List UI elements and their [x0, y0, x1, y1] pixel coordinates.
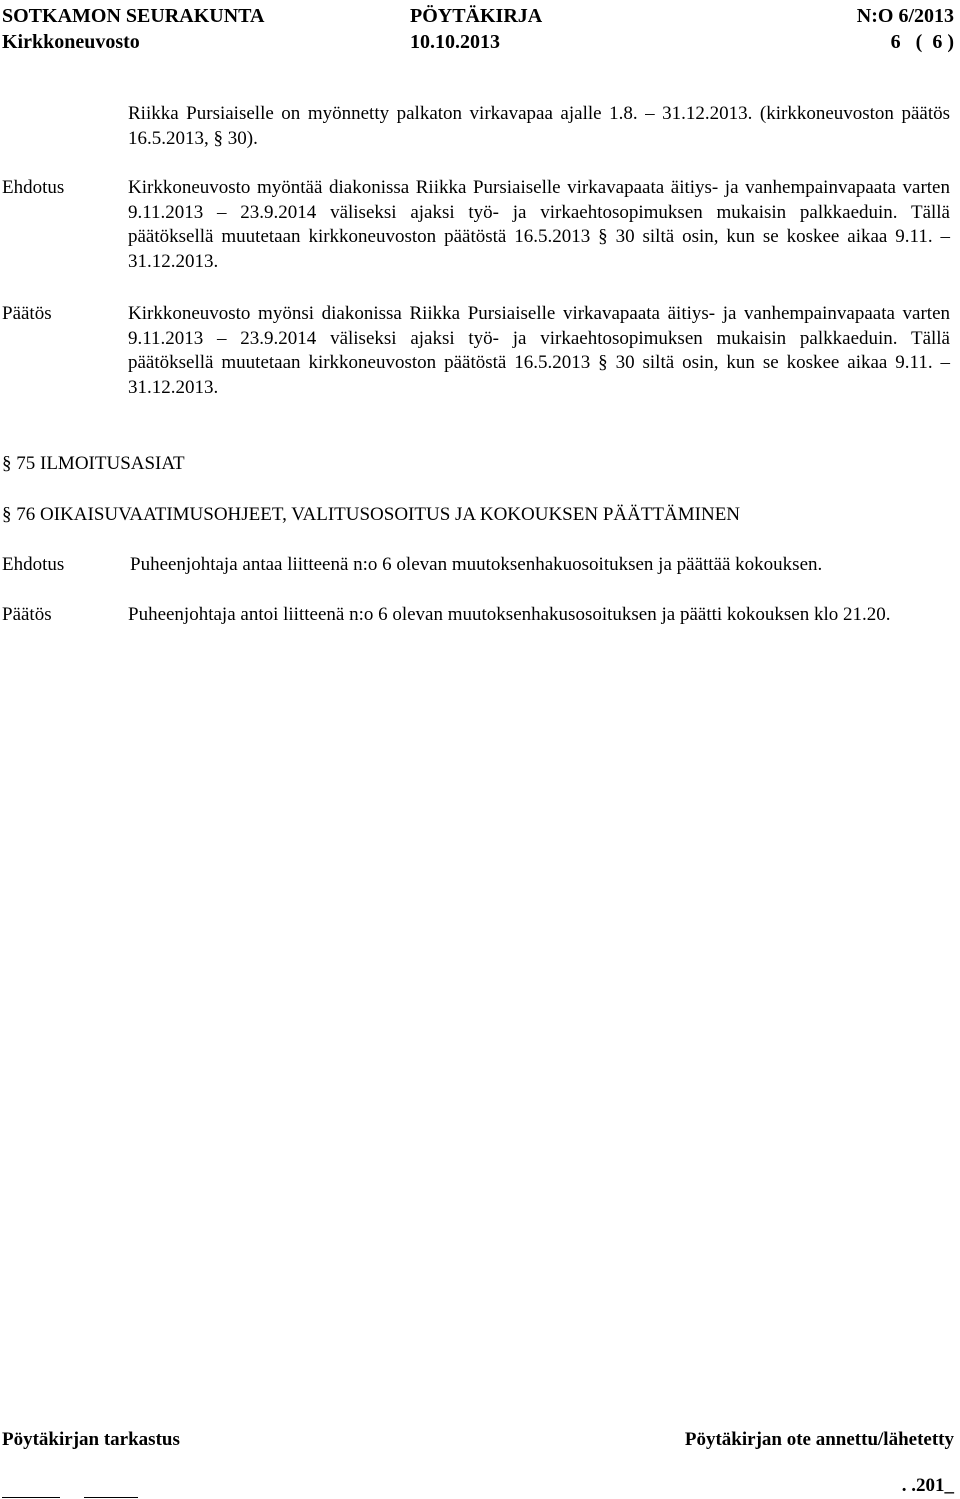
paatos-text-2: Puheenjohtaja antoi liitteenä n:o 6 olevan muutoksenhakusosoituksen ja päätti kokouksen klo 21.20. — [128, 604, 891, 625]
signature-line-2 — [84, 1497, 138, 1498]
paatos-text: Kirkkoneuvosto myönsi diakonissa Riikka Pursiaiselle virkavapaata äitiys- ja vanhempainvapaata varten 9.11.2013 – 23.9.2014 väliseksi ajaksi työ- ja virkaehtosopimuksen mukaisin palkkaeduin. Tällä päätöksellä muutetaan kirkkoneuvoston päätöstä 16.5.2013 § 30 siltä osin, kun se koskee aikaa 9.11. – 31.12.2013. — [128, 303, 950, 398]
intro-paragraph: Riikka Pursiaiselle on myönnetty palkaton virkavapaa ajalle 1.8. – 31.12.2013. (kirkkoneuvoston päätös 16.5.2013, § 30). — [128, 103, 950, 149]
footer-review-label: Pöytäkirjan tarkastus — [2, 1429, 180, 1450]
item-75-heading: § 75 ILMOITUSASIAT — [2, 453, 185, 474]
item-76-heading: § 76 OIKAISUVAATIMUSOHJEET, VALITUSOSOITUS JA KOKOUKSEN PÄÄTTÄMINEN — [2, 504, 741, 525]
ehdotus-text: Kirkkoneuvosto myöntää diakonissa Riikka Pursiaiselle virkavapaata äitiys- ja vanhempainvapaata varten 9.11.2013 – 23.9.2014 väliseksi ajaksi työ- ja virkaehtosopimuksen mukaisin palkkaeduin. Tällä päätöksellä muutetaan kirkkoneuvoston päätöstä 16.5.2013 § 30 siltä osin, kun se koskee aikaa 9.11. – 31.12.2013. — [128, 177, 950, 272]
header-doc-number: N:O 6/2013 — [856, 5, 954, 27]
header-doc-type: PÖYTÄKIRJA — [410, 5, 543, 27]
ehdotus-text-2: Puheenjohtaja antaa liitteenä n:o 6 olevan muutoksenhakuosoituksen ja päättää kokouksen. — [130, 554, 823, 575]
signature-line-1 — [2, 1497, 60, 1498]
paatos-label-2: Päätös — [2, 604, 52, 625]
footer-extract-label: Pöytäkirjan ote annettu/lähetetty — [684, 1429, 954, 1450]
ehdotus-label: Ehdotus — [2, 177, 65, 198]
paatos-label: Päätös — [2, 303, 52, 324]
header-page: 6 ( 6 ) — [890, 31, 954, 53]
footer-date-stub: . .201_ — [901, 1475, 954, 1496]
header-org: SOTKAMON SEURAKUNTA — [2, 5, 265, 27]
header-date: 10.10.2013 — [410, 31, 500, 53]
header-body: Kirkkoneuvosto — [2, 31, 140, 53]
ehdotus-label-2: Ehdotus — [2, 554, 65, 575]
